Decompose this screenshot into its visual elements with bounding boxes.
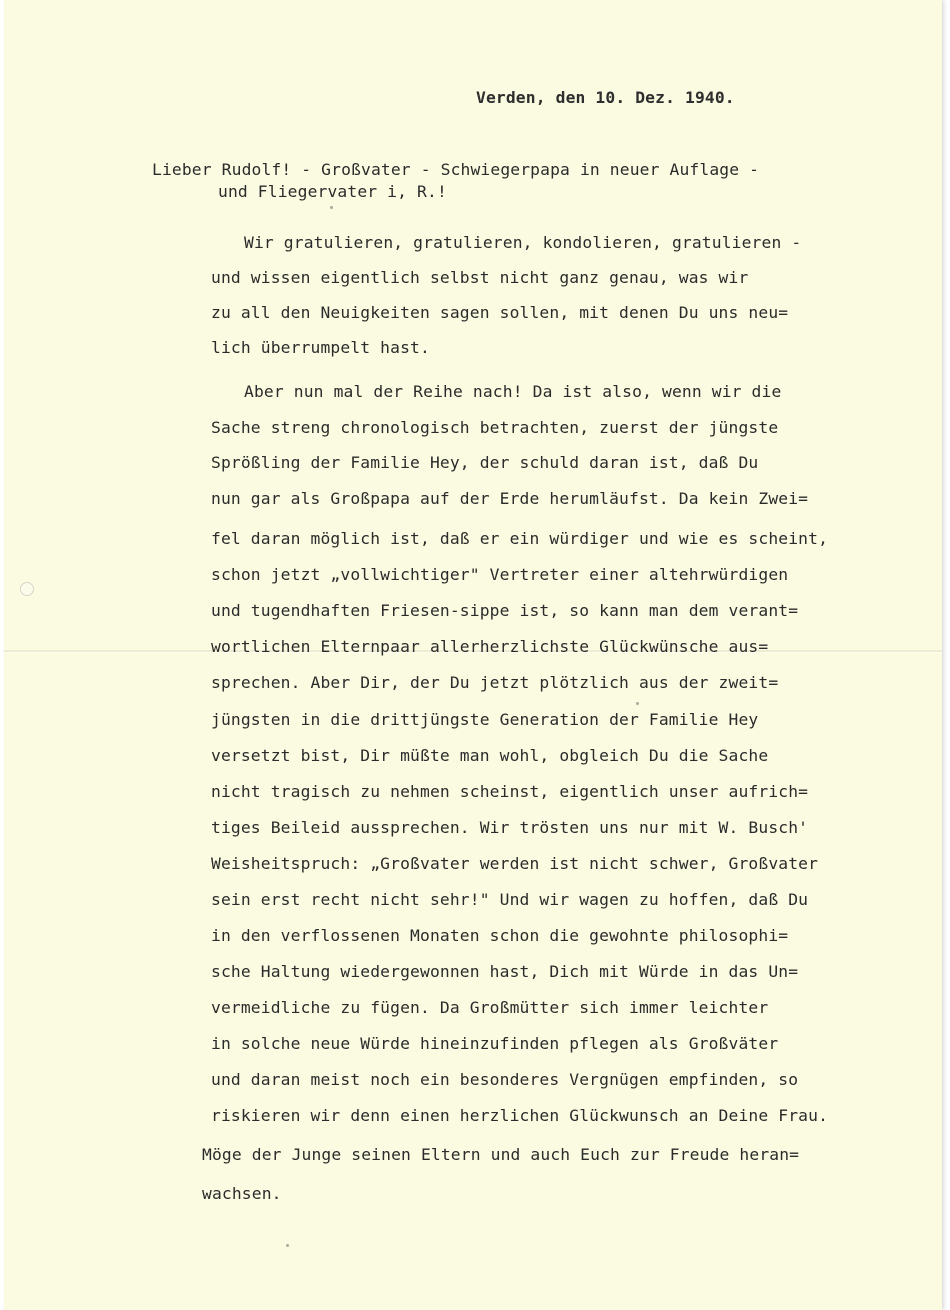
date-line: Verden, den 10. Dez. 1940. xyxy=(476,88,735,107)
body-line: riskieren wir denn einen herzlichen Glückwunsch an Deine Frau. xyxy=(211,1106,829,1125)
salutation-line: Lieber Rudolf! - Großvater - Schwiegerpapa in neuer Auflage - xyxy=(152,160,760,179)
ink-speck xyxy=(286,1244,289,1247)
salutation-line: und Fliegervater i, R.! xyxy=(218,182,447,201)
body-line: Aber nun mal der Reihe nach! Da ist also, wenn wir die xyxy=(244,382,782,401)
body-line: Sache streng chronologisch betrachten, zuerst der jüngste xyxy=(211,418,779,437)
body-line: in den verflossenen Monaten schon die gewohnte philosophi= xyxy=(211,926,789,945)
body-line: und tugendhaften Friesen-sippe ist, so kann man dem verant= xyxy=(211,601,799,620)
body-line: sprechen. Aber Dir, der Du jetzt plötzlich aus der zweit= xyxy=(211,673,779,692)
body-line: Sprößling der Familie Hey, der schuld daran ist, daß Du xyxy=(211,453,759,472)
body-line: schon jetzt „vollwichtiger" Vertreter einer altehrwürdigen xyxy=(211,565,789,584)
body-line: lich überrumpelt hast. xyxy=(211,338,430,357)
letter-page xyxy=(4,0,942,1310)
body-line: wortlichen Elternpaar allerherzlichste Glückwünsche aus= xyxy=(211,637,769,656)
body-line: fel daran möglich ist, daß er ein würdiger und wie es scheint, xyxy=(211,529,829,548)
body-line: wachsen. xyxy=(202,1184,282,1203)
body-line: Wir gratulieren, gratulieren, kondolieren, gratulieren - xyxy=(244,233,802,252)
body-line: in solche neue Würde hineinzufinden pflegen als Großväter xyxy=(211,1034,779,1053)
body-line: jüngsten in die drittjüngste Generation der Familie Hey xyxy=(211,710,759,729)
body-line: nun gar als Großpapa auf der Erde herumläufst. Da kein Zwei= xyxy=(211,489,809,508)
punch-hole-mark xyxy=(20,582,34,596)
body-line: und wissen eigentlich selbst nicht ganz genau, was wir xyxy=(211,268,749,287)
body-line: versetzt bist, Dir müßte man wohl, obgleich Du die Sache xyxy=(211,746,769,765)
ink-speck xyxy=(330,206,333,209)
body-line: tiges Beileid aussprechen. Wir trösten uns nur mit W. Busch' xyxy=(211,818,809,837)
body-line: zu all den Neuigkeiten sagen sollen, mit denen Du uns neu= xyxy=(211,303,789,322)
ink-speck xyxy=(636,702,639,705)
body-line: sche Haltung wiedergewonnen hast, Dich mit Würde in das Un= xyxy=(211,962,799,981)
body-line: sein erst recht nicht sehr!" Und wir wagen zu hoffen, daß Du xyxy=(211,890,809,909)
body-line: Weisheitspruch: „Großvater werden ist nicht schwer, Großvater xyxy=(211,854,819,873)
body-line: vermeidliche zu fügen. Da Großmütter sich immer leichter xyxy=(211,998,769,1017)
body-line: nicht tragisch zu nehmen scheinst, eigentlich unser aufrich= xyxy=(211,782,809,801)
body-line: Möge der Junge seinen Eltern und auch Euch zur Freude heran= xyxy=(202,1145,800,1164)
body-line: und daran meist noch ein besonderes Vergnügen empfinden, so xyxy=(211,1070,799,1089)
